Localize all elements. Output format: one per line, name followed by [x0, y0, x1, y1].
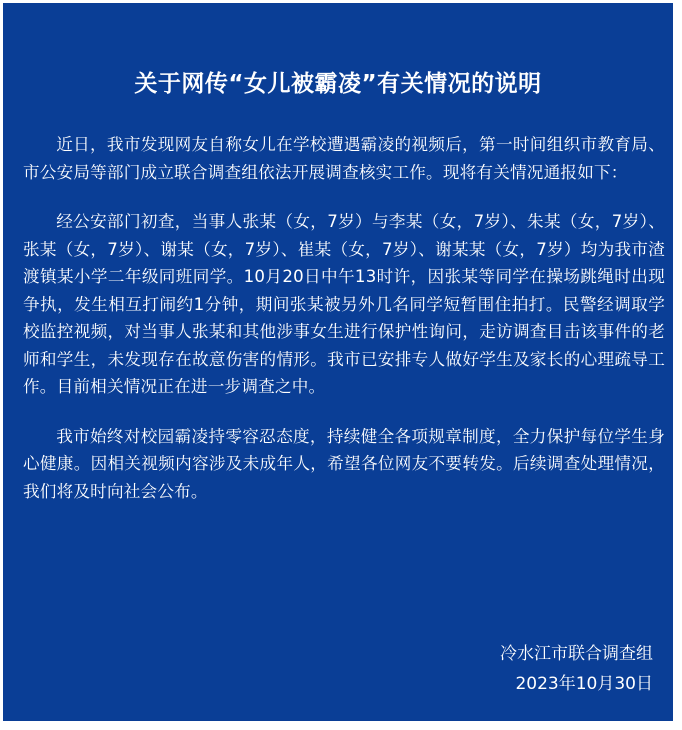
- notice-title: 关于网传“女儿被霸凌”有关情况的说明: [134, 71, 542, 97]
- signature-date: 2023年10月30日: [515, 674, 653, 694]
- paragraph-stance: 我市始终对校园霸凌持零容忍态度，持续健全各项规章制度，全力保护每位学生身心健康。因相关视频内容涉及未成年人，希望各位网友不要转发。后续调查处理情况，我们将及时向社会公布。: [23, 426, 665, 501]
- notice-body: [23, 131, 665, 527]
- paragraph-findings: 经公安部门初查，当事人张某（女，7岁）与李某（女，7岁）、朱某（女，7岁）、张某（女，7岁）、谢某（女，7岁）、崔某（女，7岁）、谢某某（女，7岁）均为我市渣渡镇某小学二年级同班同学。10月20日中午13时许，因张某等同学在操场跳绳时出现争执，发生相互打闹约1分钟，期间张某被另外几名同学短暂围住拍打。民警经调取学校监控视频，对当事人张某和其他涉事女生进行保护性询问，走访调查目击该事件的老师和学生，未发现存在故意伤害的情形。我市已安排专人做好学生及家长的心理疏导工作。目前相关情况正在进一步调查之中。: [23, 212, 665, 396]
- paragraph-intro: 近日，我市发现网友自称女儿在学校遭遇霸凌的视频后，第一时间组织市教育局、市公安局等部门成立联合调查组依法开展调查核实工作。现将有关情况通报如下：: [23, 135, 665, 182]
- signature-organization: 冷水江市联合调查组: [500, 644, 653, 664]
- signature-block: [500, 639, 653, 699]
